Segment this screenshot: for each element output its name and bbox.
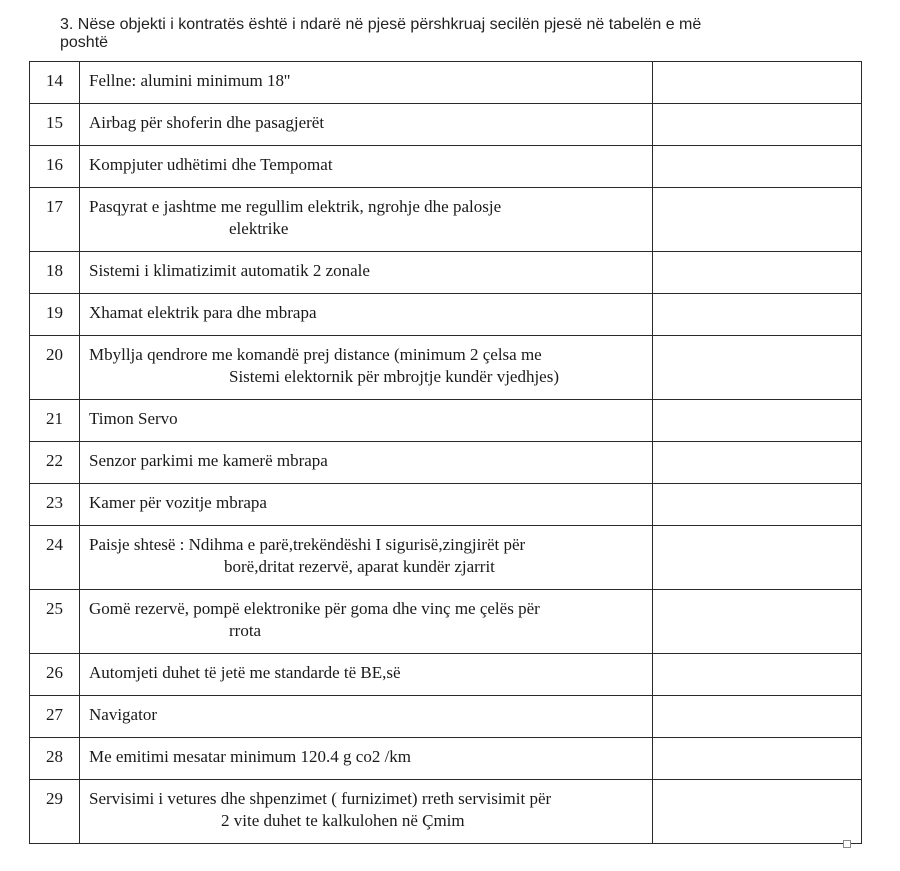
table-row <box>30 738 862 780</box>
table-row <box>30 400 862 442</box>
row-value-cell[interactable] <box>653 400 862 442</box>
description-continuation: borë,dritat rezervë, aparat kundër zjarrit <box>224 557 495 576</box>
table-row <box>30 188 862 252</box>
row-description <box>80 738 653 780</box>
row-number: 27 <box>30 696 80 738</box>
table-row <box>30 294 862 336</box>
row-description <box>80 188 653 252</box>
row-description <box>80 146 653 188</box>
row-value-cell[interactable] <box>653 696 862 738</box>
description-text: Servisimi i vetures dhe shpenzimet ( furnizimet) rreth servisimit për <box>89 789 552 808</box>
description-text: Kamer për vozitje mbrapa <box>89 493 267 512</box>
row-value-cell[interactable] <box>653 104 862 146</box>
description-continuation: 2 vite duhet te kalkulohen në Çmim <box>221 811 465 830</box>
description-text: Mbyllja qendrore me komandë prej distance (minimum 2 çelsa me <box>89 345 542 364</box>
row-description <box>80 62 653 104</box>
table-row <box>30 780 862 844</box>
table-row <box>30 336 862 400</box>
row-description <box>80 590 653 654</box>
row-description <box>80 336 653 400</box>
table-row <box>30 696 862 738</box>
row-number: 19 <box>30 294 80 336</box>
table-row <box>30 590 862 654</box>
row-number: 24 <box>30 526 80 590</box>
description-text: Gomë rezervë, pompë elektronike për goma dhe vinç me çelës për <box>89 599 540 618</box>
description-text: Fellne: alumini minimum 18'' <box>89 71 291 90</box>
description-text: Senzor parkimi me kamerë mbrapa <box>89 451 328 470</box>
table-row <box>30 62 862 104</box>
spec-table-body <box>30 62 862 844</box>
row-value-cell[interactable] <box>653 336 862 400</box>
intro-line-2: poshtë <box>60 34 109 51</box>
table-row <box>30 526 862 590</box>
row-description <box>80 294 653 336</box>
row-number: 28 <box>30 738 80 780</box>
row-value-cell[interactable] <box>653 146 862 188</box>
row-description <box>80 526 653 590</box>
table-row <box>30 146 862 188</box>
description-text: Me emitimi mesatar minimum 120.4 g co2 /km <box>89 747 412 766</box>
description-text: Sistemi i klimatizimit automatik 2 zonale <box>89 261 370 280</box>
row-description <box>80 400 653 442</box>
description-text: Xhamat elektrik para dhe mbrapa <box>89 303 317 322</box>
row-description <box>80 252 653 294</box>
description-continuation: rrota <box>229 621 262 640</box>
row-number: 20 <box>30 336 80 400</box>
row-number: 14 <box>30 62 80 104</box>
row-value-cell[interactable] <box>653 526 862 590</box>
row-value-cell[interactable] <box>653 188 862 252</box>
table-row <box>30 104 862 146</box>
row-value-cell[interactable] <box>653 294 862 336</box>
row-description <box>80 104 653 146</box>
row-value-cell[interactable] <box>653 442 862 484</box>
row-description <box>80 654 653 696</box>
description-text: Paisje shtesë : Ndihma e parë,trekëndëshi I sigurisë,zingjirët për <box>89 535 526 554</box>
row-number: 26 <box>30 654 80 696</box>
row-number: 23 <box>30 484 80 526</box>
row-value-cell[interactable] <box>653 484 862 526</box>
table-row <box>30 442 862 484</box>
row-description <box>80 484 653 526</box>
description-continuation: elektrike <box>229 219 289 238</box>
row-description <box>80 696 653 738</box>
row-number: 29 <box>30 780 80 844</box>
section-intro <box>60 16 820 52</box>
row-value-cell[interactable] <box>653 738 862 780</box>
description-text: Navigator <box>89 705 157 724</box>
row-number: 25 <box>30 590 80 654</box>
row-value-cell[interactable] <box>653 654 862 696</box>
description-continuation: Sistemi elektornik për mbrojtje kundër vjedhjes) <box>229 367 560 386</box>
row-number: 21 <box>30 400 80 442</box>
row-number: 22 <box>30 442 80 484</box>
row-value-cell[interactable] <box>653 252 862 294</box>
row-description <box>80 780 653 844</box>
table-row <box>30 654 862 696</box>
table-resize-handle[interactable] <box>843 840 851 848</box>
row-value-cell[interactable] <box>653 780 862 844</box>
row-number: 15 <box>30 104 80 146</box>
row-description <box>80 442 653 484</box>
description-text: Timon Servo <box>89 409 178 428</box>
description-text: Automjeti duhet të jetë me standarde të BE,së <box>89 663 401 682</box>
row-value-cell[interactable] <box>653 590 862 654</box>
spec-table <box>29 61 862 844</box>
table-row <box>30 484 862 526</box>
description-text: Kompjuter udhëtimi dhe Tempomat <box>89 155 333 174</box>
description-text: Pasqyrat e jashtme me regullim elektrik, ngrohje dhe palosje <box>89 197 502 216</box>
row-value-cell[interactable] <box>653 62 862 104</box>
table-row <box>30 252 862 294</box>
row-number: 16 <box>30 146 80 188</box>
row-number: 17 <box>30 188 80 252</box>
description-text: Airbag për shoferin dhe pasagjerët <box>89 113 325 132</box>
row-number: 18 <box>30 252 80 294</box>
intro-line-1: 3. Nëse objekti i kontratës është i ndarë në pjesë përshkruaj secilën pjesë në tabelën e më <box>60 16 702 33</box>
